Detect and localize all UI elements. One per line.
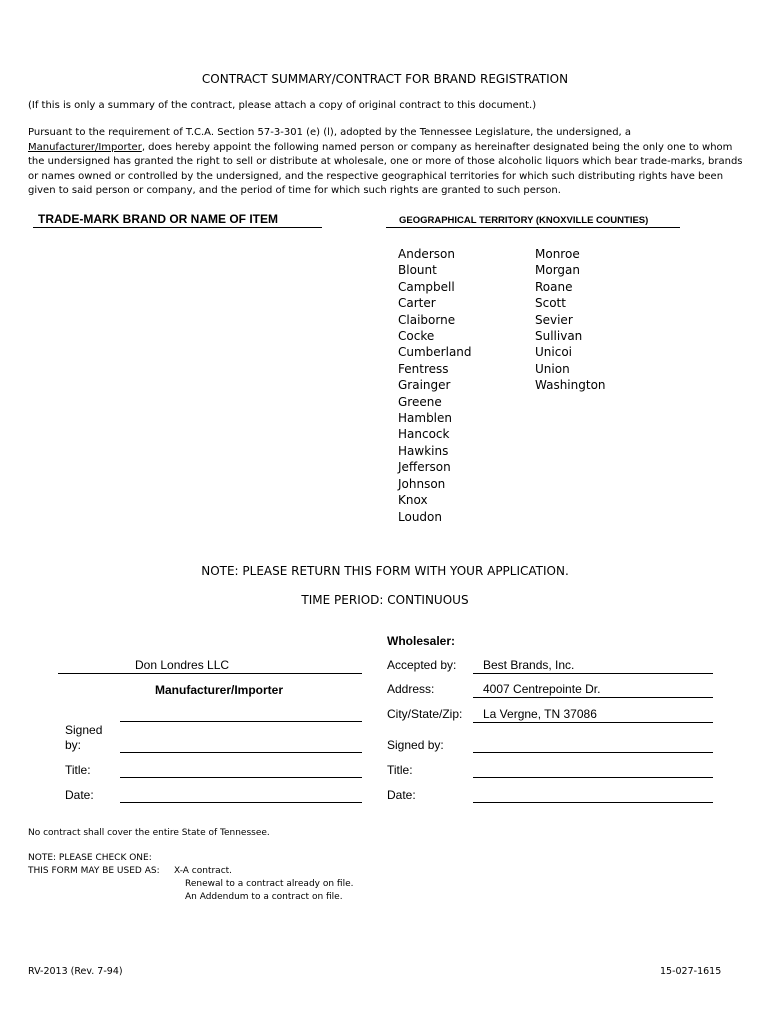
address-label: Address: (387, 682, 435, 696)
wholesaler-signed-line[interactable] (473, 752, 713, 753)
county-item: Blount (398, 263, 437, 278)
manufacturer-name-line (58, 673, 362, 674)
wholesaler-date-line[interactable] (473, 802, 713, 803)
county-item: Loudon (398, 509, 442, 524)
county-item: Sevier (535, 312, 573, 327)
option-contract[interactable]: X-A contract. (174, 866, 233, 876)
city-state-zip-label: City/State/Zip: (387, 707, 463, 721)
county-item: Grainger (398, 378, 451, 393)
county-item: Campbell (398, 279, 455, 294)
manufacturer-signed-label-1: Signed (65, 723, 103, 737)
county-item: Cocke (398, 329, 435, 344)
county-item: Monroe (535, 247, 580, 261)
paragraph-after: , does hereby appoint the following named person or company as hereinafter designated being the only one to whom the undersigned has granted the right to sell or distribute at wholesale, one or more of those alcoholic liquors which bear trade-marks, brands or names owned or controlled by the undersigned, and the respective geographical territories for which such distributing rights have been given to said person or company, and the period of time for which such rights are granted to such person. (28, 141, 743, 196)
manufacturer-date-label: Date: (65, 788, 94, 802)
county-item: Carter (398, 296, 436, 311)
county-list-2 (535, 246, 606, 394)
city-state-zip-line (473, 722, 713, 723)
accepted-by-label: Accepted by: (387, 658, 457, 672)
wholesaler-title-line[interactable] (473, 777, 713, 778)
county-item: Roane (535, 279, 573, 294)
county-item: Claiborne (398, 312, 456, 327)
disclaimer: No contract shall cover the entire State of Tennessee. (28, 828, 270, 838)
county-item: Unicoi (535, 345, 572, 360)
county-item: Fentress (398, 361, 449, 376)
county-item: Sullivan (535, 329, 583, 344)
option-renewal[interactable]: Renewal to a contract already on file. (185, 879, 354, 889)
county-item: Greene (398, 394, 442, 409)
county-item: Knox (398, 493, 428, 508)
trademark-header: TRADE-MARK BRAND OR NAME OF ITEM (38, 212, 278, 226)
form-subtitle: (If this is only a summary of the contract, please attach a copy of original contract to this document.) (28, 100, 537, 111)
manufacturer-signed-line-2[interactable] (120, 752, 362, 753)
manufacturer-signed-label-2: by: (65, 738, 82, 752)
address-line (473, 697, 713, 698)
manufacturer-caption: Manufacturer/Importer (155, 683, 284, 697)
wholesaler-signed-label: Signed by: (387, 738, 444, 752)
document-number: 15-027-1615 (660, 966, 722, 977)
wholesaler-heading: Wholesaler: (387, 634, 456, 648)
county-item: Anderson (398, 247, 455, 261)
manufacturer-name[interactable]: Don Londres LLC (135, 658, 230, 672)
accepted-by-value[interactable]: Best Brands, Inc. (483, 658, 575, 672)
wholesaler-date-label: Date: (387, 788, 416, 802)
territory-header-underline (386, 227, 680, 228)
return-note: NOTE: PLEASE RETURN THIS FORM WITH YOUR APPLICATION. (201, 564, 569, 578)
county-item: Hancock (398, 427, 450, 442)
county-item: Hamblen (398, 411, 453, 426)
county-list-1 (398, 246, 472, 525)
county-item: Morgan (535, 263, 580, 278)
manufacturer-signed-line[interactable] (120, 721, 362, 722)
county-item: Washington (535, 378, 606, 393)
form-number: RV-2013 (Rev. 7-94) (28, 966, 123, 977)
city-state-zip-value[interactable]: La Vergne, TN 37086 (483, 707, 597, 721)
option-addendum[interactable]: An Addendum to a contract on file. (185, 892, 343, 902)
county-item: Cumberland (398, 345, 472, 360)
accepted-by-line (473, 673, 713, 674)
form-use-label: THIS FORM MAY BE USED AS: (28, 866, 160, 876)
county-item: Jefferson (398, 460, 451, 475)
county-item: Scott (535, 296, 566, 311)
check-note: NOTE: PLEASE CHECK ONE: (28, 853, 152, 863)
territory-header: GEOGRAPHICAL TERRITORY (KNOXVILLE COUNTIES) (399, 215, 649, 226)
county-item: Union (535, 361, 570, 376)
paragraph-before: Pursuant to the requirement of T.C.A. Section 57-3-301 (e) (l), adopted by the Tennessee Legislature, the undersigned, a (28, 127, 632, 138)
address-value[interactable]: 4007 Centrepointe Dr. (483, 682, 601, 696)
trademark-header-underline (33, 227, 322, 228)
county-item: Hawkins (398, 443, 449, 458)
wholesaler-title-label: Title: (387, 763, 413, 777)
paragraph-underlined: Manufacturer/Importer (28, 141, 142, 153)
appointment-paragraph (28, 126, 748, 199)
manufacturer-date-line[interactable] (120, 802, 362, 803)
form-title: CONTRACT SUMMARY/CONTRACT FOR BRAND REGISTRATION (201, 72, 569, 86)
manufacturer-title-line[interactable] (120, 777, 362, 778)
county-item: Johnson (398, 476, 446, 491)
time-period: TIME PERIOD: CONTINUOUS (301, 593, 469, 607)
manufacturer-title-label: Title: (65, 763, 91, 777)
